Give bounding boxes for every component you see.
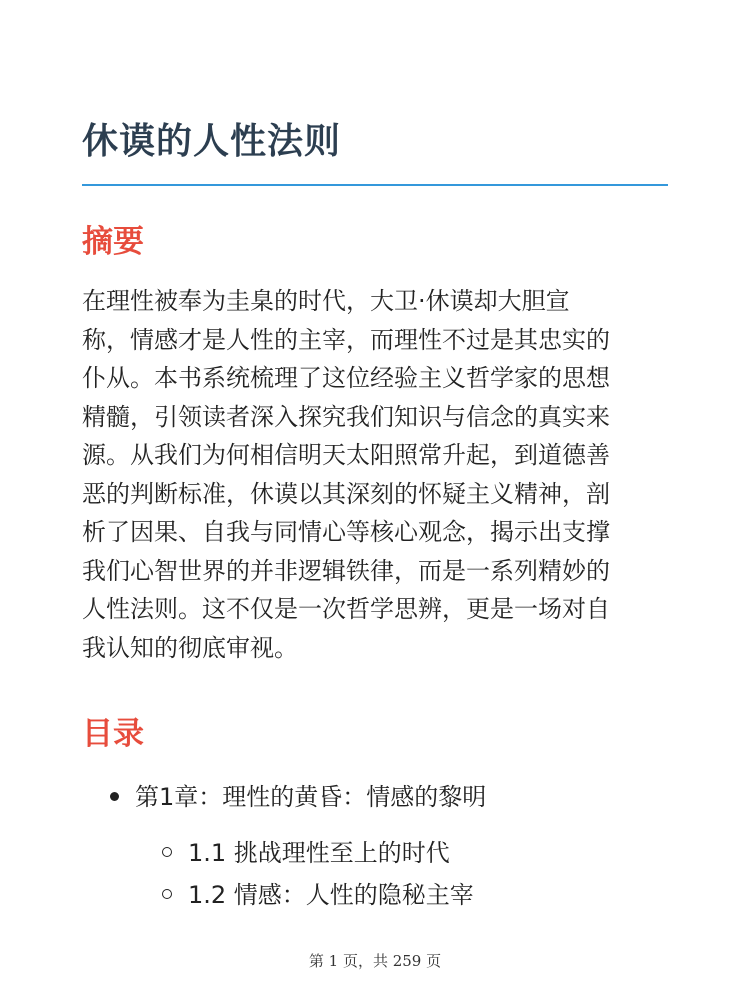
- abstract-paragraph: [82, 282, 668, 667]
- abstract-heading: 摘要: [82, 224, 144, 260]
- toc-section-item[interactable]: [162, 876, 474, 914]
- document-title: 休谟的人性法则: [82, 121, 342, 162]
- title-divider: [82, 184, 668, 186]
- toc-section-label: 1.1 挑战理性至上的时代: [188, 839, 450, 867]
- abstract-line: 恶的判断标准，休谟以其深刻的怀疑主义精神，剖: [82, 479, 610, 508]
- bullet-circle-icon: [162, 847, 172, 857]
- toc-chapter-item[interactable]: [110, 778, 486, 816]
- toc-section-item[interactable]: [162, 834, 450, 872]
- abstract-line: 仆从。本书系统梳理了这位经验主义哲学家的思想: [82, 364, 610, 392]
- abstract-line: 在理性被奉为圭臬的时代，大卫·休谟却大胆宣: [82, 287, 570, 315]
- abstract-line: 我认知的彻底审视。: [82, 633, 298, 662]
- bullet-circle-icon: [162, 889, 172, 899]
- toc-chapter-label: 第1章：理性的黄昏：情感的黎明: [135, 783, 487, 811]
- abstract-line: 称，情感才是人性的主宰，而理性不过是其忠实的: [82, 325, 610, 354]
- abstract-line: 源。从我们为何相信明天太阳照常升起，到道德善: [82, 441, 610, 469]
- toc-section-label: 1.2 情感：人性的隐秘主宰: [188, 881, 474, 909]
- page-footer: 第 1 页，共 259 页: [308, 952, 442, 970]
- toc-heading: 目录: [82, 716, 144, 752]
- abstract-line: 人性法则。这不仅是一次哲学思辨，更是一场对自: [82, 595, 610, 623]
- abstract-line: 析了因果、自我与同情心等核心观念，揭示出支撑: [82, 518, 610, 546]
- abstract-line: 精髓，引领读者深入探究我们知识与信念的真实来: [82, 402, 610, 431]
- bullet-disc-icon: [110, 792, 119, 801]
- abstract-line: 我们心智世界的并非逻辑铁律，而是一系列精妙的: [82, 556, 610, 585]
